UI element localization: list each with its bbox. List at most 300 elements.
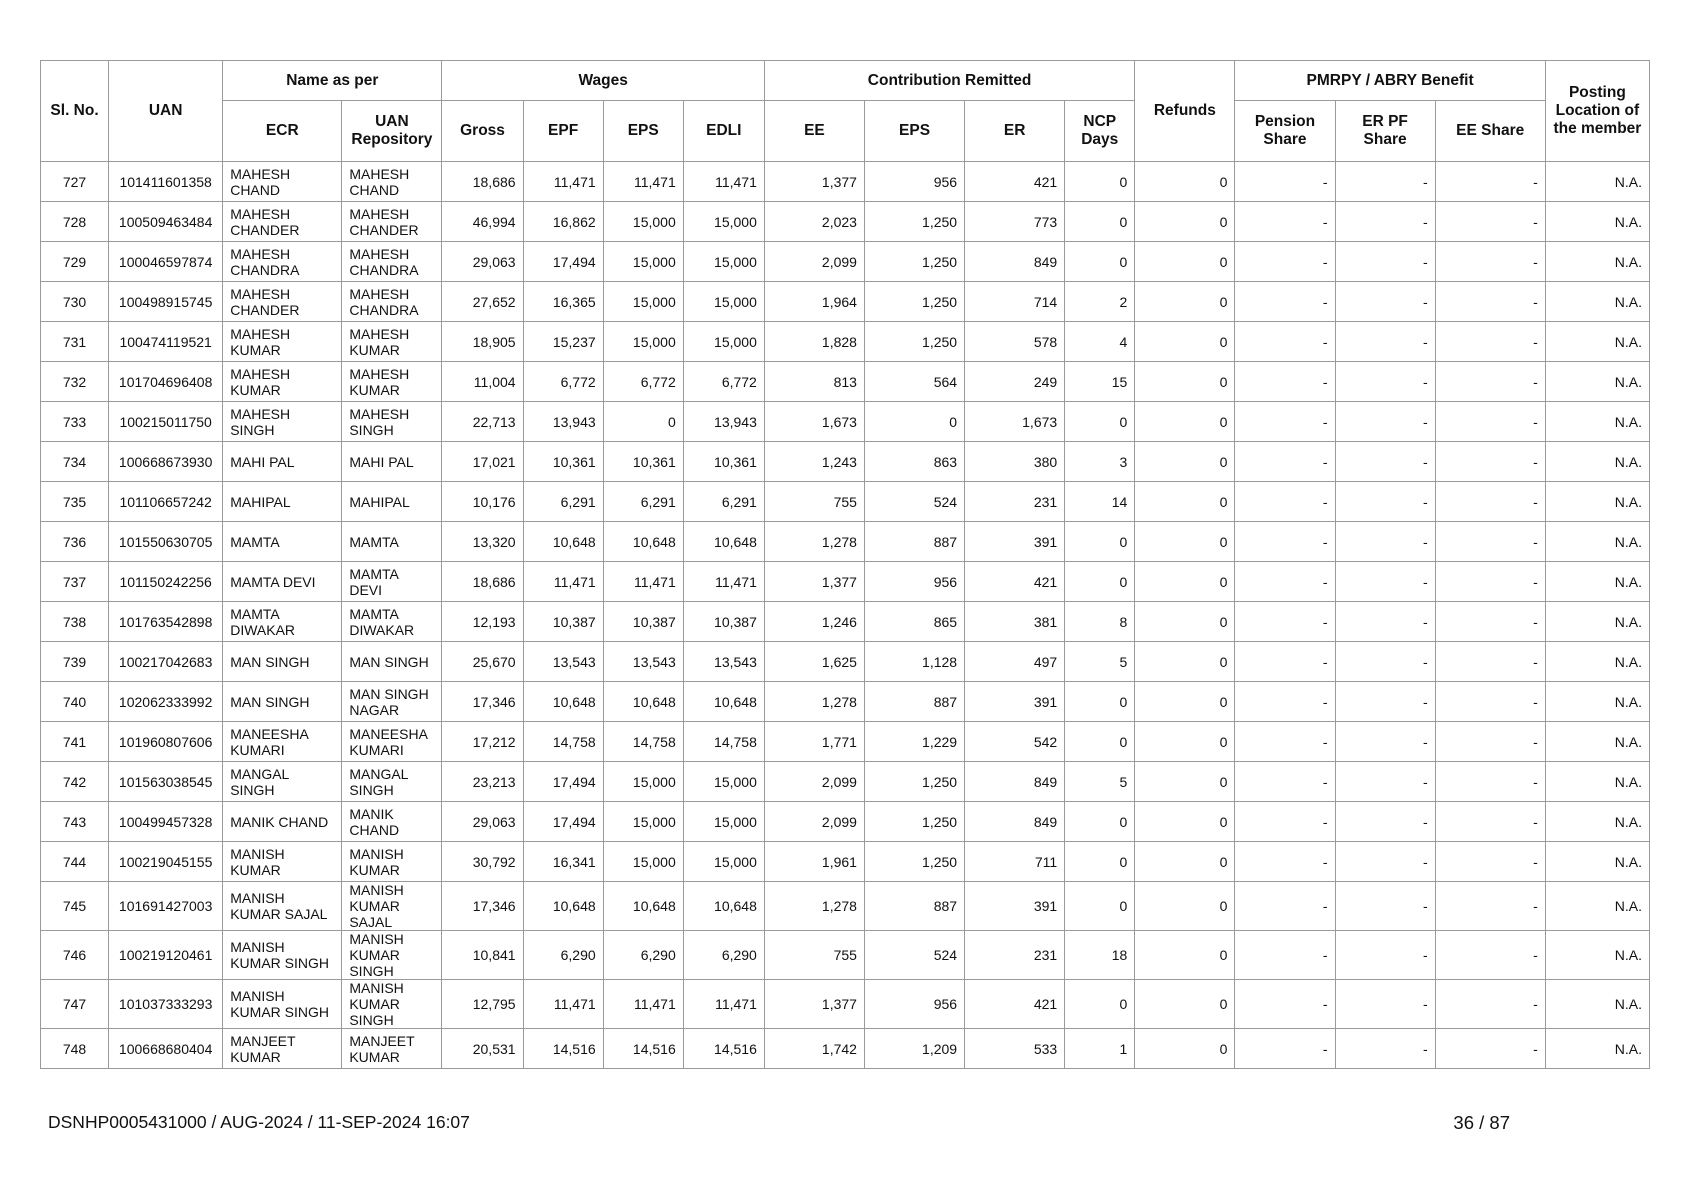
cell-name-ecr: MAN SINGH <box>223 642 342 682</box>
cell-ee-share: - <box>1435 322 1545 362</box>
cell-eps: 15,000 <box>603 842 683 882</box>
cell-ee-share: - <box>1435 402 1545 442</box>
cell-uan: 102062333992 <box>109 682 223 722</box>
cell-contribution-eps: 1,250 <box>864 802 964 842</box>
cell-gross: 17,021 <box>442 442 523 482</box>
cell-eps: 10,648 <box>603 682 683 722</box>
cell-ee: 1,964 <box>764 282 864 322</box>
cell-edli: 11,471 <box>683 562 764 602</box>
cell-refunds: 0 <box>1135 842 1235 882</box>
cell-name-ecr: MAHI PAL <box>223 442 342 482</box>
cell-ee-share: - <box>1435 882 1545 931</box>
cell-er-pf-share: - <box>1335 980 1435 1029</box>
table-row <box>41 402 1650 442</box>
cell-er: 533 <box>965 1029 1065 1069</box>
cell-contribution-eps: 1,250 <box>864 762 964 802</box>
cell-ee-share: - <box>1435 482 1545 522</box>
cell-refunds: 0 <box>1135 602 1235 642</box>
cell-epf: 10,387 <box>523 602 603 642</box>
cell-epf: 13,543 <box>523 642 603 682</box>
cell-posting-location: N.A. <box>1545 242 1649 282</box>
cell-ee-share: - <box>1435 762 1545 802</box>
cell-er-pf-share: - <box>1335 282 1435 322</box>
cell-name-uan-repository: MAN SINGH <box>342 642 442 682</box>
cell-sl-no: 745 <box>41 882 109 931</box>
cell-uan: 101704696408 <box>109 362 223 402</box>
cell-refunds: 0 <box>1135 1029 1235 1069</box>
cell-posting-location: N.A. <box>1545 482 1649 522</box>
cell-eps: 15,000 <box>603 202 683 242</box>
cell-posting-location: N.A. <box>1545 402 1649 442</box>
cell-name-ecr: MAMTA <box>223 522 342 562</box>
cell-uan: 100668673930 <box>109 442 223 482</box>
cell-ee: 1,278 <box>764 882 864 931</box>
cell-gross: 12,795 <box>442 980 523 1029</box>
cell-ncp-days: 0 <box>1065 522 1135 562</box>
cell-er: 421 <box>965 562 1065 602</box>
cell-name-ecr: MANISH KUMAR SINGH <box>223 931 342 980</box>
cell-posting-location: N.A. <box>1545 802 1649 842</box>
cell-edli: 10,387 <box>683 602 764 642</box>
cell-eps: 11,471 <box>603 562 683 602</box>
cell-er: 849 <box>965 802 1065 842</box>
cell-gross: 27,652 <box>442 282 523 322</box>
cell-ee-share: - <box>1435 442 1545 482</box>
cell-name-ecr: MANGAL SINGH <box>223 762 342 802</box>
table-row <box>41 562 1650 602</box>
cell-ee-share: - <box>1435 842 1545 882</box>
cell-pension-share: - <box>1235 402 1335 442</box>
cell-name-uan-repository: MANISH KUMAR <box>342 842 442 882</box>
cell-refunds: 0 <box>1135 162 1235 202</box>
cell-er: 231 <box>965 931 1065 980</box>
cell-ncp-days: 0 <box>1065 402 1135 442</box>
cell-name-ecr: MAHESH KUMAR <box>223 322 342 362</box>
cell-er: 231 <box>965 482 1065 522</box>
cell-pension-share: - <box>1235 322 1335 362</box>
table-row <box>41 762 1650 802</box>
header-er: ER <box>965 101 1065 162</box>
cell-pension-share: - <box>1235 1029 1335 1069</box>
cell-sl-no: 743 <box>41 802 109 842</box>
cell-contribution-eps: 1,250 <box>864 322 964 362</box>
cell-name-ecr: MANIK CHAND <box>223 802 342 842</box>
cell-eps: 14,758 <box>603 722 683 762</box>
cell-sl-no: 742 <box>41 762 109 802</box>
cell-gross: 18,686 <box>442 562 523 602</box>
table-row <box>41 1029 1650 1069</box>
cell-name-ecr: MANJEET KUMAR <box>223 1029 342 1069</box>
cell-posting-location: N.A. <box>1545 842 1649 882</box>
table-row <box>41 522 1650 562</box>
cell-epf: 6,772 <box>523 362 603 402</box>
cell-ee-share: - <box>1435 802 1545 842</box>
cell-refunds: 0 <box>1135 642 1235 682</box>
cell-uan: 100509463484 <box>109 202 223 242</box>
cell-name-uan-repository: MAMTA <box>342 522 442 562</box>
cell-gross: 17,346 <box>442 882 523 931</box>
cell-gross: 13,320 <box>442 522 523 562</box>
header-ncp-days: NCP Days <box>1065 101 1135 162</box>
cell-uan: 101691427003 <box>109 882 223 931</box>
cell-edli: 11,471 <box>683 162 764 202</box>
table-row <box>41 162 1650 202</box>
cell-er-pf-share: - <box>1335 202 1435 242</box>
table-row <box>41 722 1650 762</box>
document-reference: DSNHP0005431000 / AUG-2024 / 11-SEP-2024 16:07 <box>48 1112 470 1132</box>
cell-ncp-days: 0 <box>1065 802 1135 842</box>
cell-posting-location: N.A. <box>1545 1029 1649 1069</box>
cell-edli: 15,000 <box>683 842 764 882</box>
cell-ncp-days: 0 <box>1065 242 1135 282</box>
cell-edli: 10,361 <box>683 442 764 482</box>
header-edli: EDLI <box>683 101 764 162</box>
cell-er-pf-share: - <box>1335 842 1435 882</box>
cell-posting-location: N.A. <box>1545 722 1649 762</box>
cell-ncp-days: 4 <box>1065 322 1135 362</box>
cell-name-uan-repository: MAHIPAL <box>342 482 442 522</box>
cell-sl-no: 733 <box>41 402 109 442</box>
cell-sl-no: 736 <box>41 522 109 562</box>
cell-epf: 11,471 <box>523 980 603 1029</box>
cell-er: 773 <box>965 202 1065 242</box>
cell-epf: 16,341 <box>523 842 603 882</box>
cell-er-pf-share: - <box>1335 482 1435 522</box>
cell-contribution-eps: 1,128 <box>864 642 964 682</box>
cell-er-pf-share: - <box>1335 762 1435 802</box>
header-eps: EPS <box>603 101 683 162</box>
cell-name-ecr: MANISH KUMAR <box>223 842 342 882</box>
cell-gross: 17,212 <box>442 722 523 762</box>
cell-posting-location: N.A. <box>1545 602 1649 642</box>
cell-name-ecr: MANISH KUMAR SINGH <box>223 980 342 1029</box>
cell-ee: 1,771 <box>764 722 864 762</box>
cell-er-pf-share: - <box>1335 442 1435 482</box>
cell-ncp-days: 0 <box>1065 980 1135 1029</box>
table-row <box>41 242 1650 282</box>
cell-ee: 1,278 <box>764 522 864 562</box>
cell-name-ecr: MAMTA DEVI <box>223 562 342 602</box>
cell-refunds: 0 <box>1135 242 1235 282</box>
cell-uan: 100217042683 <box>109 642 223 682</box>
cell-er-pf-share: - <box>1335 802 1435 842</box>
header-sl-no: Sl. No. <box>41 61 109 162</box>
cell-name-ecr: MAHIPAL <box>223 482 342 522</box>
cell-posting-location: N.A. <box>1545 202 1649 242</box>
cell-er: 1,673 <box>965 402 1065 442</box>
cell-epf: 10,648 <box>523 882 603 931</box>
cell-name-uan-repository: MANISH KUMAR SINGH <box>342 931 442 980</box>
header-ee-share: EE Share <box>1435 101 1545 162</box>
cell-pension-share: - <box>1235 482 1335 522</box>
cell-uan: 100499457328 <box>109 802 223 842</box>
cell-uan: 101411601358 <box>109 162 223 202</box>
cell-ncp-days: 0 <box>1065 162 1135 202</box>
cell-contribution-eps: 956 <box>864 980 964 1029</box>
cell-ncp-days: 14 <box>1065 482 1135 522</box>
table-row <box>41 202 1650 242</box>
cell-pension-share: - <box>1235 842 1335 882</box>
cell-ee: 2,099 <box>764 802 864 842</box>
cell-sl-no: 730 <box>41 282 109 322</box>
cell-ncp-days: 0 <box>1065 202 1135 242</box>
header-gross: Gross <box>442 101 523 162</box>
cell-ncp-days: 5 <box>1065 642 1135 682</box>
cell-refunds: 0 <box>1135 802 1235 842</box>
cell-ee-share: - <box>1435 602 1545 642</box>
cell-uan: 100668680404 <box>109 1029 223 1069</box>
cell-edli: 6,290 <box>683 931 764 980</box>
cell-name-uan-repository: MANJEET KUMAR <box>342 1029 442 1069</box>
cell-refunds: 0 <box>1135 322 1235 362</box>
cell-er: 249 <box>965 362 1065 402</box>
cell-uan: 101960807606 <box>109 722 223 762</box>
cell-uan: 100219120461 <box>109 931 223 980</box>
cell-posting-location: N.A. <box>1545 980 1649 1029</box>
cell-edli: 15,000 <box>683 322 764 362</box>
cell-name-ecr: MAHESH CHAND <box>223 162 342 202</box>
cell-edli: 11,471 <box>683 980 764 1029</box>
cell-pension-share: - <box>1235 162 1335 202</box>
cell-name-uan-repository: MANEESHA KUMARI <box>342 722 442 762</box>
cell-eps: 11,471 <box>603 162 683 202</box>
cell-eps: 10,648 <box>603 882 683 931</box>
cell-name-uan-repository: MAN SINGH NAGAR <box>342 682 442 722</box>
header-name-as-per: Name as per <box>223 61 442 101</box>
cell-eps: 11,471 <box>603 980 683 1029</box>
cell-ee: 1,377 <box>764 562 864 602</box>
cell-refunds: 0 <box>1135 282 1235 322</box>
header-pension-share: Pension Share <box>1235 101 1335 162</box>
cell-er-pf-share: - <box>1335 362 1435 402</box>
cell-edli: 10,648 <box>683 522 764 562</box>
cell-ee: 1,377 <box>764 162 864 202</box>
table-row <box>41 980 1650 1029</box>
cell-posting-location: N.A. <box>1545 322 1649 362</box>
cell-sl-no: 748 <box>41 1029 109 1069</box>
cell-epf: 6,290 <box>523 931 603 980</box>
cell-posting-location: N.A. <box>1545 562 1649 602</box>
cell-gross: 10,176 <box>442 482 523 522</box>
cell-name-ecr: MAHESH CHANDER <box>223 202 342 242</box>
cell-name-uan-repository: MANISH KUMAR SINGH <box>342 980 442 1029</box>
cell-er-pf-share: - <box>1335 642 1435 682</box>
cell-eps: 15,000 <box>603 762 683 802</box>
cell-contribution-eps: 1,229 <box>864 722 964 762</box>
cell-refunds: 0 <box>1135 882 1235 931</box>
cell-gross: 46,994 <box>442 202 523 242</box>
cell-posting-location: N.A. <box>1545 931 1649 980</box>
cell-er-pf-share: - <box>1335 722 1435 762</box>
cell-ncp-days: 3 <box>1065 442 1135 482</box>
cell-gross: 10,841 <box>442 931 523 980</box>
cell-pension-share: - <box>1235 522 1335 562</box>
cell-refunds: 0 <box>1135 442 1235 482</box>
cell-ncp-days: 0 <box>1065 882 1135 931</box>
cell-edli: 6,291 <box>683 482 764 522</box>
cell-refunds: 0 <box>1135 722 1235 762</box>
cell-pension-share: - <box>1235 762 1335 802</box>
cell-er-pf-share: - <box>1335 242 1435 282</box>
cell-ncp-days: 5 <box>1065 762 1135 802</box>
cell-ee: 2,099 <box>764 242 864 282</box>
header-ee: EE <box>764 101 864 162</box>
cell-epf: 10,648 <box>523 682 603 722</box>
cell-posting-location: N.A. <box>1545 522 1649 562</box>
cell-ee: 1,961 <box>764 842 864 882</box>
cell-ee-share: - <box>1435 202 1545 242</box>
cell-gross: 30,792 <box>442 842 523 882</box>
cell-refunds: 0 <box>1135 362 1235 402</box>
cell-ee: 1,278 <box>764 682 864 722</box>
cell-uan: 100215011750 <box>109 402 223 442</box>
cell-refunds: 0 <box>1135 562 1235 602</box>
cell-ncp-days: 0 <box>1065 562 1135 602</box>
cell-name-ecr: MAHESH KUMAR <box>223 362 342 402</box>
cell-edli: 10,648 <box>683 682 764 722</box>
cell-uan: 100498915745 <box>109 282 223 322</box>
cell-ee-share: - <box>1435 362 1545 402</box>
table-row <box>41 442 1650 482</box>
cell-eps: 10,361 <box>603 442 683 482</box>
cell-epf: 17,494 <box>523 242 603 282</box>
cell-posting-location: N.A. <box>1545 882 1649 931</box>
cell-gross: 20,531 <box>442 1029 523 1069</box>
cell-sl-no: 732 <box>41 362 109 402</box>
cell-epf: 17,494 <box>523 802 603 842</box>
cell-posting-location: N.A. <box>1545 682 1649 722</box>
cell-gross: 18,905 <box>442 322 523 362</box>
ecr-contribution-table <box>40 60 1650 1069</box>
cell-name-uan-repository: MANISH KUMAR SAJAL <box>342 882 442 931</box>
cell-name-uan-repository: MANIK CHAND <box>342 802 442 842</box>
cell-name-ecr: MANEESHA KUMARI <box>223 722 342 762</box>
cell-sl-no: 741 <box>41 722 109 762</box>
cell-name-uan-repository: MAHESH KUMAR <box>342 322 442 362</box>
cell-er: 391 <box>965 682 1065 722</box>
cell-edli: 15,000 <box>683 282 764 322</box>
cell-pension-share: - <box>1235 980 1335 1029</box>
cell-posting-location: N.A. <box>1545 162 1649 202</box>
cell-name-ecr: MAHESH SINGH <box>223 402 342 442</box>
cell-refunds: 0 <box>1135 762 1235 802</box>
table-row <box>41 802 1650 842</box>
cell-contribution-eps: 1,250 <box>864 242 964 282</box>
cell-gross: 11,004 <box>442 362 523 402</box>
cell-contribution-eps: 524 <box>864 931 964 980</box>
cell-gross: 22,713 <box>442 402 523 442</box>
cell-edli: 14,758 <box>683 722 764 762</box>
cell-edli: 13,943 <box>683 402 764 442</box>
cell-name-ecr: MAMTA DIWAKAR <box>223 602 342 642</box>
cell-eps: 15,000 <box>603 322 683 362</box>
table-row <box>41 642 1650 682</box>
cell-ee: 755 <box>764 931 864 980</box>
cell-ncp-days: 15 <box>1065 362 1135 402</box>
cell-contribution-eps: 887 <box>864 522 964 562</box>
cell-sl-no: 735 <box>41 482 109 522</box>
table-row <box>41 322 1650 362</box>
cell-er-pf-share: - <box>1335 322 1435 362</box>
cell-ee-share: - <box>1435 980 1545 1029</box>
cell-posting-location: N.A. <box>1545 762 1649 802</box>
header-pmrpy-abry-benefit: PMRPY / ABRY Benefit <box>1235 61 1545 101</box>
cell-uan: 100474119521 <box>109 322 223 362</box>
header-uan: UAN <box>109 61 223 162</box>
cell-sl-no: 727 <box>41 162 109 202</box>
cell-ee: 1,246 <box>764 602 864 642</box>
cell-eps: 15,000 <box>603 802 683 842</box>
cell-epf: 16,365 <box>523 282 603 322</box>
cell-er: 421 <box>965 980 1065 1029</box>
header-ecr: ECR <box>223 101 342 162</box>
table-row <box>41 882 1650 931</box>
cell-gross: 12,193 <box>442 602 523 642</box>
cell-epf: 11,471 <box>523 562 603 602</box>
cell-er: 497 <box>965 642 1065 682</box>
cell-ee: 1,828 <box>764 322 864 362</box>
cell-pension-share: - <box>1235 882 1335 931</box>
cell-name-ecr: MAHESH CHANDRA <box>223 242 342 282</box>
cell-er-pf-share: - <box>1335 682 1435 722</box>
cell-sl-no: 739 <box>41 642 109 682</box>
cell-epf: 13,943 <box>523 402 603 442</box>
cell-gross: 18,686 <box>442 162 523 202</box>
cell-er-pf-share: - <box>1335 562 1435 602</box>
cell-er-pf-share: - <box>1335 162 1435 202</box>
cell-ee-share: - <box>1435 931 1545 980</box>
cell-sl-no: 740 <box>41 682 109 722</box>
cell-ee-share: - <box>1435 642 1545 682</box>
cell-ee-share: - <box>1435 242 1545 282</box>
cell-edli: 15,000 <box>683 762 764 802</box>
cell-er: 849 <box>965 762 1065 802</box>
cell-ee: 1,243 <box>764 442 864 482</box>
cell-gross: 29,063 <box>442 242 523 282</box>
cell-ee: 755 <box>764 482 864 522</box>
header-contribution-remitted: Contribution Remitted <box>764 61 1134 101</box>
cell-ncp-days: 0 <box>1065 722 1135 762</box>
cell-pension-share: - <box>1235 562 1335 602</box>
cell-uan: 100046597874 <box>109 242 223 282</box>
cell-er-pf-share: - <box>1335 602 1435 642</box>
cell-contribution-eps: 1,250 <box>864 282 964 322</box>
cell-uan: 100219045155 <box>109 842 223 882</box>
cell-refunds: 0 <box>1135 482 1235 522</box>
cell-contribution-eps: 887 <box>864 682 964 722</box>
table-body <box>41 162 1650 1069</box>
cell-eps: 6,290 <box>603 931 683 980</box>
cell-name-uan-repository: MAHESH CHANDRA <box>342 242 442 282</box>
cell-name-ecr: MANISH KUMAR SAJAL <box>223 882 342 931</box>
cell-name-uan-repository: MAHESH SINGH <box>342 402 442 442</box>
table-row <box>41 282 1650 322</box>
cell-name-uan-repository: MAMTA DIWAKAR <box>342 602 442 642</box>
cell-er-pf-share: - <box>1335 522 1435 562</box>
cell-contribution-eps: 564 <box>864 362 964 402</box>
cell-pension-share: - <box>1235 722 1335 762</box>
cell-ee: 1,625 <box>764 642 864 682</box>
cell-eps: 13,543 <box>603 642 683 682</box>
cell-refunds: 0 <box>1135 402 1235 442</box>
cell-epf: 14,516 <box>523 1029 603 1069</box>
cell-name-uan-repository: MAHESH CHAND <box>342 162 442 202</box>
cell-sl-no: 738 <box>41 602 109 642</box>
header-contribution-eps: EPS <box>864 101 964 162</box>
cell-sl-no: 729 <box>41 242 109 282</box>
table-row <box>41 482 1650 522</box>
cell-er: 714 <box>965 282 1065 322</box>
